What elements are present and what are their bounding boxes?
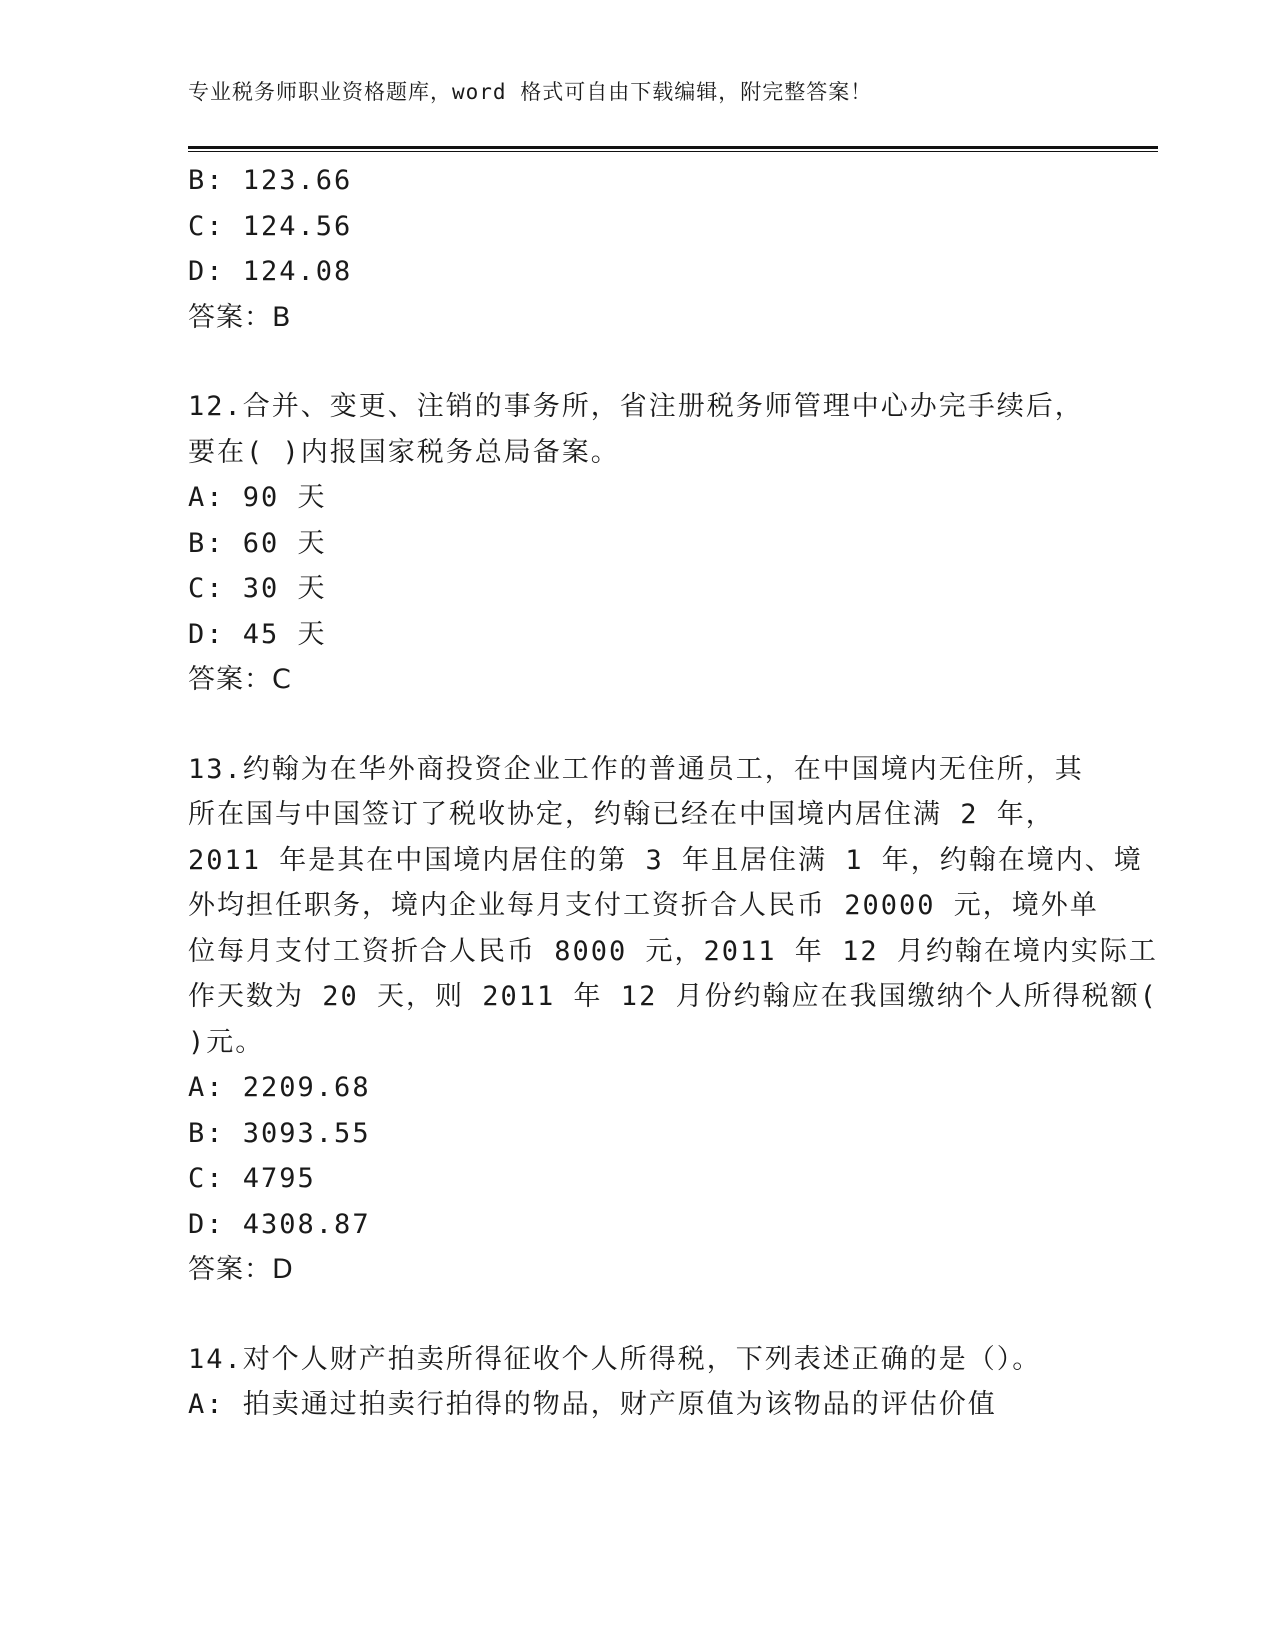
question-text: 要在( )内报国家税务总局备案。	[188, 436, 620, 468]
option-b: B: 123.66	[188, 165, 353, 196]
question-content	[188, 158, 1158, 1428]
question-text: 位每月支付工资折合人民币 8000 元，2011 年 12 月约翰在境内实际工	[188, 935, 1158, 967]
option-a: A: 90 天	[188, 482, 327, 513]
option-a: A: 2209.68	[188, 1072, 371, 1103]
option-d: D: 45 天	[188, 618, 327, 650]
question-text: )元。	[188, 1026, 265, 1058]
option-a: A: 拍卖通过拍卖行拍得的物品，财产原值为该物品的评估价值	[188, 1389, 997, 1420]
option-c: C: 124.56	[188, 210, 353, 242]
option-b: B: 3093.55	[188, 1117, 371, 1149]
question-11	[188, 158, 1088, 340]
option-d: D: 4308.87	[188, 1208, 371, 1240]
question-12	[188, 384, 1088, 703]
question-14	[188, 1337, 1088, 1428]
question-text: 所在国与中国签订了税收协定，约翰已经在中国境内居住满 2 年，	[188, 799, 1055, 830]
option-b: B: 60 天	[188, 527, 327, 559]
option-d: D: 124.08	[188, 256, 353, 287]
option-c: C: 30 天	[188, 573, 327, 604]
question-text: 13.约翰为在华外商投资企业工作的普通员工，在中国境内无住所，其	[188, 753, 1084, 785]
page-header: 专业税务师职业资格题库，word 格式可自由下载编辑，附完整答案！	[188, 80, 873, 104]
question-text: 外均担任职务，境内企业每月支付工资折合人民币 20000 元，境外单	[188, 890, 1099, 921]
header-rule-thin	[188, 151, 1158, 152]
question-text: 作天数为 20 天，则 2011 年 12 月份约翰应在我国缴纳个人所得税额(	[188, 981, 1158, 1012]
question-13	[188, 747, 1158, 1293]
answer: 答案：D	[188, 1254, 294, 1285]
question-text: 2011 年是其在中国境内居住的第 3 年且居住满 1 年，约翰在境内、境	[188, 844, 1143, 876]
question-text: 14.对个人财产拍卖所得征收个人所得税，下列表述正确的是（）。	[188, 1343, 1042, 1375]
header-rule-thick	[188, 146, 1158, 149]
answer: 答案：C	[188, 664, 292, 695]
option-c: C: 4795	[188, 1163, 316, 1194]
question-text: 12.合并、变更、注销的事务所，省注册税务师管理中心办完手续后，	[188, 391, 1084, 422]
answer: 答案：B	[188, 301, 292, 333]
